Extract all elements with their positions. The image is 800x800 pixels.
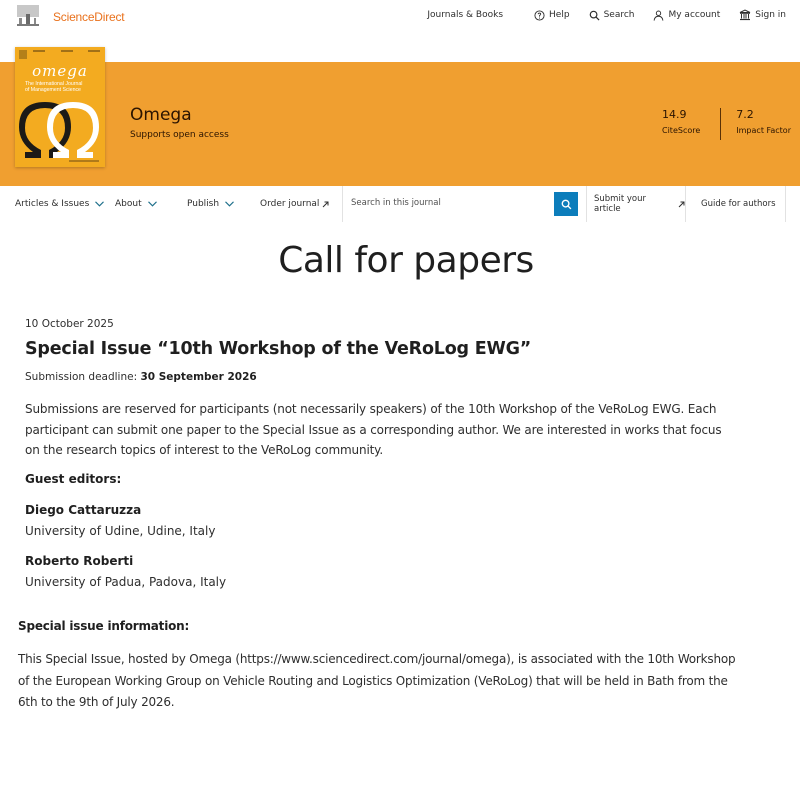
deadline-label: Submission deadline: — [25, 371, 138, 383]
journals-books-link[interactable] — [427, 10, 503, 20]
external-link-icon — [322, 201, 329, 208]
nav-articles-issues-label: Articles & Issues — [15, 199, 90, 209]
journal-name[interactable]: Omega — [130, 105, 192, 125]
open-access-label: Supports open access — [130, 130, 229, 140]
sign-in-link[interactable] — [739, 9, 786, 21]
my-account-label: My account — [668, 10, 721, 20]
deadline-value: 30 September 2026 — [140, 371, 257, 383]
guide-for-authors-link[interactable] — [685, 186, 786, 222]
help-circle-icon — [534, 10, 545, 21]
search-icon — [561, 199, 572, 210]
impact-factor-value: 7.2 — [736, 108, 754, 121]
journals-books-label: Journals & Books — [427, 10, 504, 20]
search-link[interactable] — [589, 10, 635, 21]
issue-description: Submissions are reserved for participants (not necessarily speakers) of the 10th Workshop of the VeRoLog EWG. Each participant can submit one paper to the Special Issue as a corresponding author. We are interested in works that focus on the research topics of interest to the VeRoLog community. — [25, 402, 722, 457]
nav-about[interactable] — [115, 199, 157, 209]
search-label: Search — [603, 10, 635, 20]
sign-in-label: Sign in — [755, 10, 786, 20]
guest-editors-heading: Guest editors: — [25, 472, 122, 486]
journal-search-field — [342, 186, 580, 222]
submission-deadline — [25, 371, 257, 383]
nav-publish[interactable] — [187, 199, 234, 209]
brand-name: ScienceDirect — [53, 10, 125, 24]
submit-article-label: Submit your article — [594, 194, 646, 214]
journal-search-input[interactable] — [351, 198, 551, 208]
help-label: Help — [549, 10, 570, 20]
metric-divider — [720, 108, 721, 140]
person-icon — [653, 10, 664, 21]
elsevier-tree-icon — [15, 4, 43, 28]
nav-order-journal-label: Order journal — [260, 199, 320, 209]
help-link[interactable] — [534, 10, 570, 21]
submit-article-link[interactable] — [586, 186, 685, 222]
elsevier-mini-logo — [19, 50, 27, 59]
special-issue-info-text: This Special Issue, hosted by Omega (https://www.sciencedirect.com/journal/omega), is associated with the 10th Workshop of the European Working Group on Vehicle Routing and Logistics Optimization (VeRoLog) that will be held in Bath from the 6th to the 9th of July 2026. — [18, 652, 736, 709]
citescore-metric[interactable] — [662, 108, 700, 140]
cover-header-lines — [33, 50, 100, 52]
citescore-value: 14.9 — [662, 108, 687, 121]
page-title: Call for papers — [278, 240, 534, 281]
my-account-link[interactable] — [653, 10, 720, 21]
editor-affiliation: University of Padua, Padova, Italy — [25, 575, 227, 589]
editor-name: Diego Cattaruzza — [25, 503, 142, 517]
special-issue-title: Special Issue “10th Workshop of the VeRoLog EWG” — [25, 339, 532, 359]
guide-for-authors-label: Guide for authors — [701, 199, 776, 209]
cover-footer-line — [69, 160, 99, 162]
nav-articles-issues[interactable] — [15, 199, 104, 209]
cover-subtitle — [25, 81, 101, 93]
citescore-label: CiteScore — [662, 126, 701, 135]
cover-title: omega — [32, 62, 88, 80]
chevron-down-icon — [225, 201, 234, 207]
external-link-icon — [678, 201, 685, 208]
institution-icon — [739, 9, 751, 21]
editor-affiliation: University of Udine, Udine, Italy — [25, 524, 216, 538]
publish-date: 10 October 2025 — [25, 318, 114, 330]
top-nav — [427, 9, 786, 21]
journal-nav-bar — [0, 186, 800, 222]
impact-factor-metric[interactable] — [736, 108, 791, 140]
journal-search-button[interactable] — [554, 192, 578, 216]
journal-cover-image[interactable] — [15, 47, 105, 167]
cover-subtitle-line2: of Management Science — [25, 87, 81, 93]
top-header — [0, 0, 800, 62]
editor-name: Roberto Roberti — [25, 554, 134, 568]
search-icon — [589, 10, 600, 21]
sciencedirect-logo[interactable] — [15, 4, 124, 28]
cover-subtitle-line1: The International Journal — [25, 81, 83, 87]
chevron-down-icon — [148, 201, 157, 207]
journal-metrics — [662, 108, 791, 140]
nav-publish-label: Publish — [187, 199, 220, 209]
nav-order-journal[interactable] — [260, 199, 329, 209]
omega-symbol-icon — [19, 100, 103, 162]
nav-about-label: About — [115, 199, 142, 209]
impact-factor-label: Impact Factor — [736, 126, 791, 135]
special-issue-info-heading: Special issue information: — [18, 619, 190, 633]
chevron-down-icon — [95, 201, 104, 207]
